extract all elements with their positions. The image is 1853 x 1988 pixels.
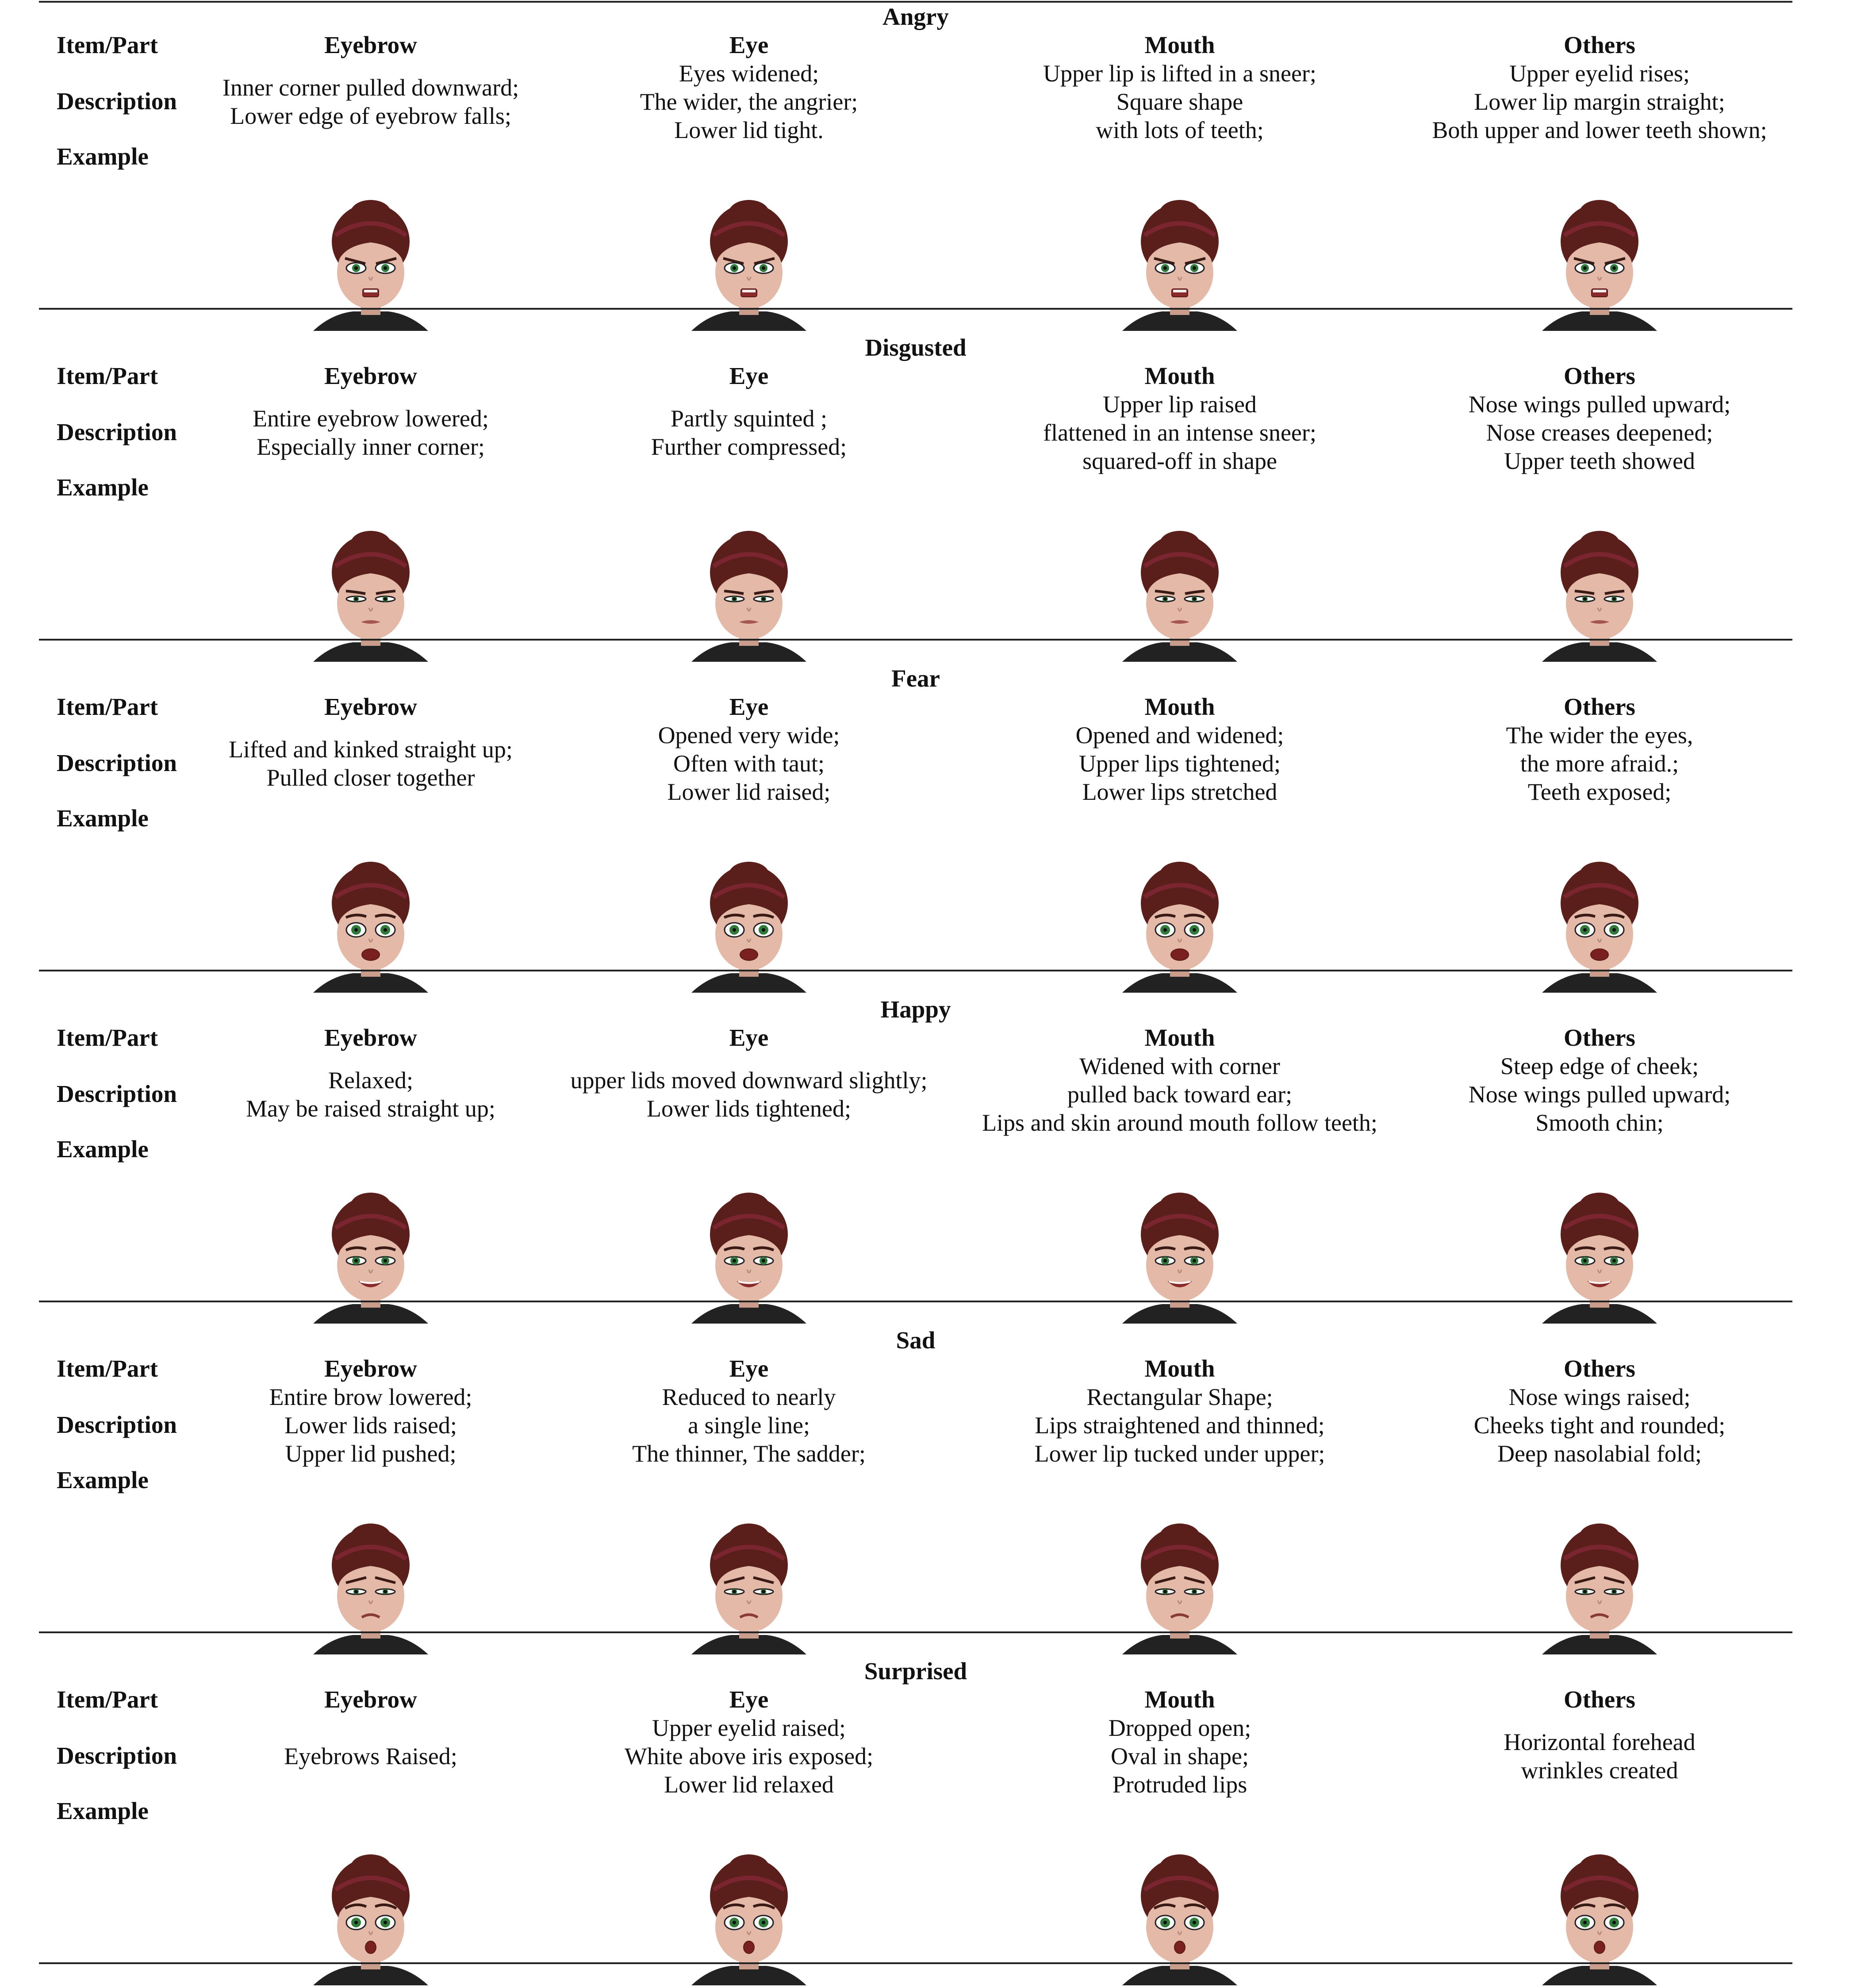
row-label-item: Item/Part bbox=[57, 1024, 158, 1051]
row-label-example: Example bbox=[57, 805, 149, 832]
example-face-image bbox=[304, 1853, 437, 1985]
column-mouth bbox=[936, 362, 1423, 662]
example-face-image bbox=[1533, 860, 1666, 993]
description-text: Eyebrows Raised; bbox=[284, 1743, 457, 1769]
section-rule bbox=[39, 639, 1792, 641]
row-label-example: Example bbox=[57, 1466, 149, 1493]
description-text: upper lids moved downward slightly; Lower lids tightened; bbox=[570, 1067, 928, 1122]
example-face-image bbox=[304, 198, 437, 331]
column-header: Others bbox=[1564, 1024, 1635, 1051]
row-label-description: Description bbox=[57, 749, 177, 776]
column-header: Eyebrow bbox=[324, 1686, 417, 1713]
description-text: Entire eyebrow lowered; Especially inner corner; bbox=[253, 405, 489, 460]
example-face-image bbox=[1113, 1522, 1246, 1654]
column-eye bbox=[506, 1024, 992, 1324]
column-header: Eyebrow bbox=[324, 1355, 417, 1382]
column-header: Mouth bbox=[1144, 31, 1215, 58]
column-header: Mouth bbox=[1144, 1686, 1215, 1713]
column-header: Others bbox=[1564, 693, 1635, 720]
column-header: Eye bbox=[729, 1686, 769, 1713]
column-header: Eye bbox=[729, 31, 769, 58]
column-header: Mouth bbox=[1144, 1355, 1215, 1382]
section-title: Fear bbox=[891, 665, 940, 692]
column-eye bbox=[506, 1355, 992, 1654]
row-label-description: Description bbox=[57, 418, 177, 445]
section-title: Sad bbox=[896, 1327, 936, 1354]
description-text: Upper eyelid raised; White above iris exposed; Lower lid relaxed bbox=[624, 1715, 874, 1798]
section-title: Surprised bbox=[864, 1658, 967, 1685]
example-face-image bbox=[1113, 529, 1246, 662]
row-label-example: Example bbox=[57, 143, 149, 170]
section-disgusted bbox=[0, 334, 1853, 664]
column-mouth bbox=[936, 1685, 1423, 1985]
column-others bbox=[1356, 1685, 1843, 1985]
column-header: Others bbox=[1564, 31, 1635, 58]
column-mouth bbox=[936, 1355, 1423, 1654]
example-face-image bbox=[1113, 1853, 1246, 1985]
section-title: Disgusted bbox=[865, 334, 967, 361]
section-rule bbox=[39, 308, 1792, 310]
example-face-image bbox=[683, 198, 815, 331]
column-eye bbox=[506, 31, 992, 331]
description-text: Opened and widened; Upper lips tightened; Lower lips stretched bbox=[1075, 722, 1284, 805]
column-others bbox=[1356, 1355, 1843, 1654]
section-rule bbox=[39, 1301, 1792, 1302]
section-surprised bbox=[0, 1657, 1853, 1988]
example-face-image bbox=[1533, 1853, 1666, 1985]
example-face-image bbox=[683, 1522, 815, 1654]
section-title: Happy bbox=[880, 996, 951, 1023]
section-angry bbox=[0, 3, 1853, 334]
description-text: The wider the eyes, the more afraid.; Teeth exposed; bbox=[1506, 722, 1693, 805]
example-face-image bbox=[1113, 1191, 1246, 1324]
row-label-example: Example bbox=[57, 1797, 149, 1824]
example-face-image bbox=[304, 1522, 437, 1654]
column-header: Others bbox=[1564, 362, 1635, 389]
description-text: Inner corner pulled downward; Lower edge of eyebrow falls; bbox=[222, 74, 519, 129]
description-text: Reduced to nearly a single line; The thinner, The sadder; bbox=[632, 1384, 866, 1467]
section-fear bbox=[0, 664, 1853, 995]
column-header: Eyebrow bbox=[324, 362, 417, 389]
description-text: Horizontal forehead wrinkles created bbox=[1504, 1729, 1696, 1784]
description-text: Relaxed; May be raised straight up; bbox=[246, 1067, 495, 1122]
row-label-item: Item/Part bbox=[57, 1686, 158, 1713]
row-label-item: Item/Part bbox=[57, 1355, 158, 1382]
description-text: Dropped open; Oval in shape; Protruded lips bbox=[1108, 1715, 1251, 1798]
example-face-image bbox=[1533, 1522, 1666, 1654]
column-header: Eye bbox=[729, 693, 769, 720]
example-face-image bbox=[683, 1191, 815, 1324]
column-header: Others bbox=[1564, 1686, 1635, 1713]
example-face-image bbox=[683, 860, 815, 993]
description-text: Steep edge of cheek; Nose wings pulled upward; Smooth chin; bbox=[1468, 1053, 1731, 1136]
column-header: Eyebrow bbox=[324, 1024, 417, 1051]
example-face-image bbox=[683, 529, 815, 662]
example-face-image bbox=[304, 1191, 437, 1324]
description-text: Partly squinted ; Further compressed; bbox=[651, 405, 847, 460]
example-face-image bbox=[1533, 529, 1666, 662]
row-label-item: Item/Part bbox=[57, 31, 158, 58]
column-others bbox=[1356, 1024, 1843, 1324]
description-text: Upper lip is lifted in a sneer; Square shape with lots of teeth; bbox=[1043, 60, 1316, 143]
column-eye bbox=[506, 693, 992, 993]
column-mouth bbox=[936, 693, 1423, 993]
example-face-image bbox=[1113, 860, 1246, 993]
description-text: Nose wings pulled upward; Nose creases deepened; Upper teeth showed bbox=[1468, 391, 1731, 474]
example-face-image bbox=[304, 860, 437, 993]
row-label-item: Item/Part bbox=[57, 693, 158, 720]
column-others bbox=[1356, 693, 1843, 993]
column-mouth bbox=[936, 1024, 1423, 1324]
description-text: Eyes widened; The wider, the angrier; Lower lid tight. bbox=[640, 60, 858, 143]
column-eye bbox=[506, 1685, 992, 1985]
row-label-example: Example bbox=[57, 1136, 149, 1163]
row-label-description: Description bbox=[57, 1742, 177, 1769]
column-others bbox=[1356, 362, 1843, 662]
section-rule bbox=[39, 1631, 1792, 1633]
description-text: Nose wings raised; Cheeks tight and rounded; Deep nasolabial fold; bbox=[1473, 1384, 1726, 1467]
column-others bbox=[1356, 31, 1843, 331]
column-header: Mouth bbox=[1144, 1024, 1215, 1051]
row-label-description: Description bbox=[57, 88, 177, 115]
column-header: Mouth bbox=[1144, 693, 1215, 720]
example-face-image bbox=[1533, 1191, 1666, 1324]
column-header: Eye bbox=[729, 1355, 769, 1382]
row-label-example: Example bbox=[57, 474, 149, 501]
description-text: Widened with corner pulled back toward ear; Lips and skin around mouth follow teeth; bbox=[982, 1053, 1377, 1136]
column-header: Eyebrow bbox=[324, 31, 417, 58]
section-happy bbox=[0, 995, 1853, 1326]
example-face-image bbox=[1533, 198, 1666, 331]
row-label-item: Item/Part bbox=[57, 362, 158, 389]
description-text: Upper lip raised flattened in an intense sneer; squared-off in shape bbox=[1043, 391, 1316, 474]
column-eye bbox=[506, 362, 992, 662]
description-text: Opened very wide; Often with taut; Lower lid raised; bbox=[658, 722, 840, 805]
section-sad bbox=[0, 1326, 1853, 1657]
column-header: Eye bbox=[729, 362, 769, 389]
example-face-image bbox=[1113, 198, 1246, 331]
description-text: Entire brow lowered; Lower lids raised; Upper lid pushed; bbox=[269, 1384, 472, 1467]
section-title: Angry bbox=[882, 3, 949, 30]
column-header: Eyebrow bbox=[324, 693, 417, 720]
example-face-image bbox=[683, 1853, 815, 1985]
column-header: Others bbox=[1564, 1355, 1635, 1382]
row-label-description: Description bbox=[57, 1411, 177, 1438]
description-text: Rectangular Shape; Lips straightened and thinned; Lower lip tucked under upper; bbox=[1034, 1384, 1325, 1467]
description-text: Lifted and kinked straight up; Pulled closer together bbox=[229, 736, 513, 791]
section-rule bbox=[39, 1962, 1792, 1964]
description-text: Upper eyelid rises; Lower lip margin straight; Both upper and lower teeth shown; bbox=[1432, 60, 1767, 143]
example-face-image bbox=[304, 529, 437, 662]
column-mouth bbox=[936, 31, 1423, 331]
column-header: Mouth bbox=[1144, 362, 1215, 389]
row-label-description: Description bbox=[57, 1080, 177, 1107]
section-rule bbox=[39, 970, 1792, 971]
column-header: Eye bbox=[729, 1024, 769, 1051]
